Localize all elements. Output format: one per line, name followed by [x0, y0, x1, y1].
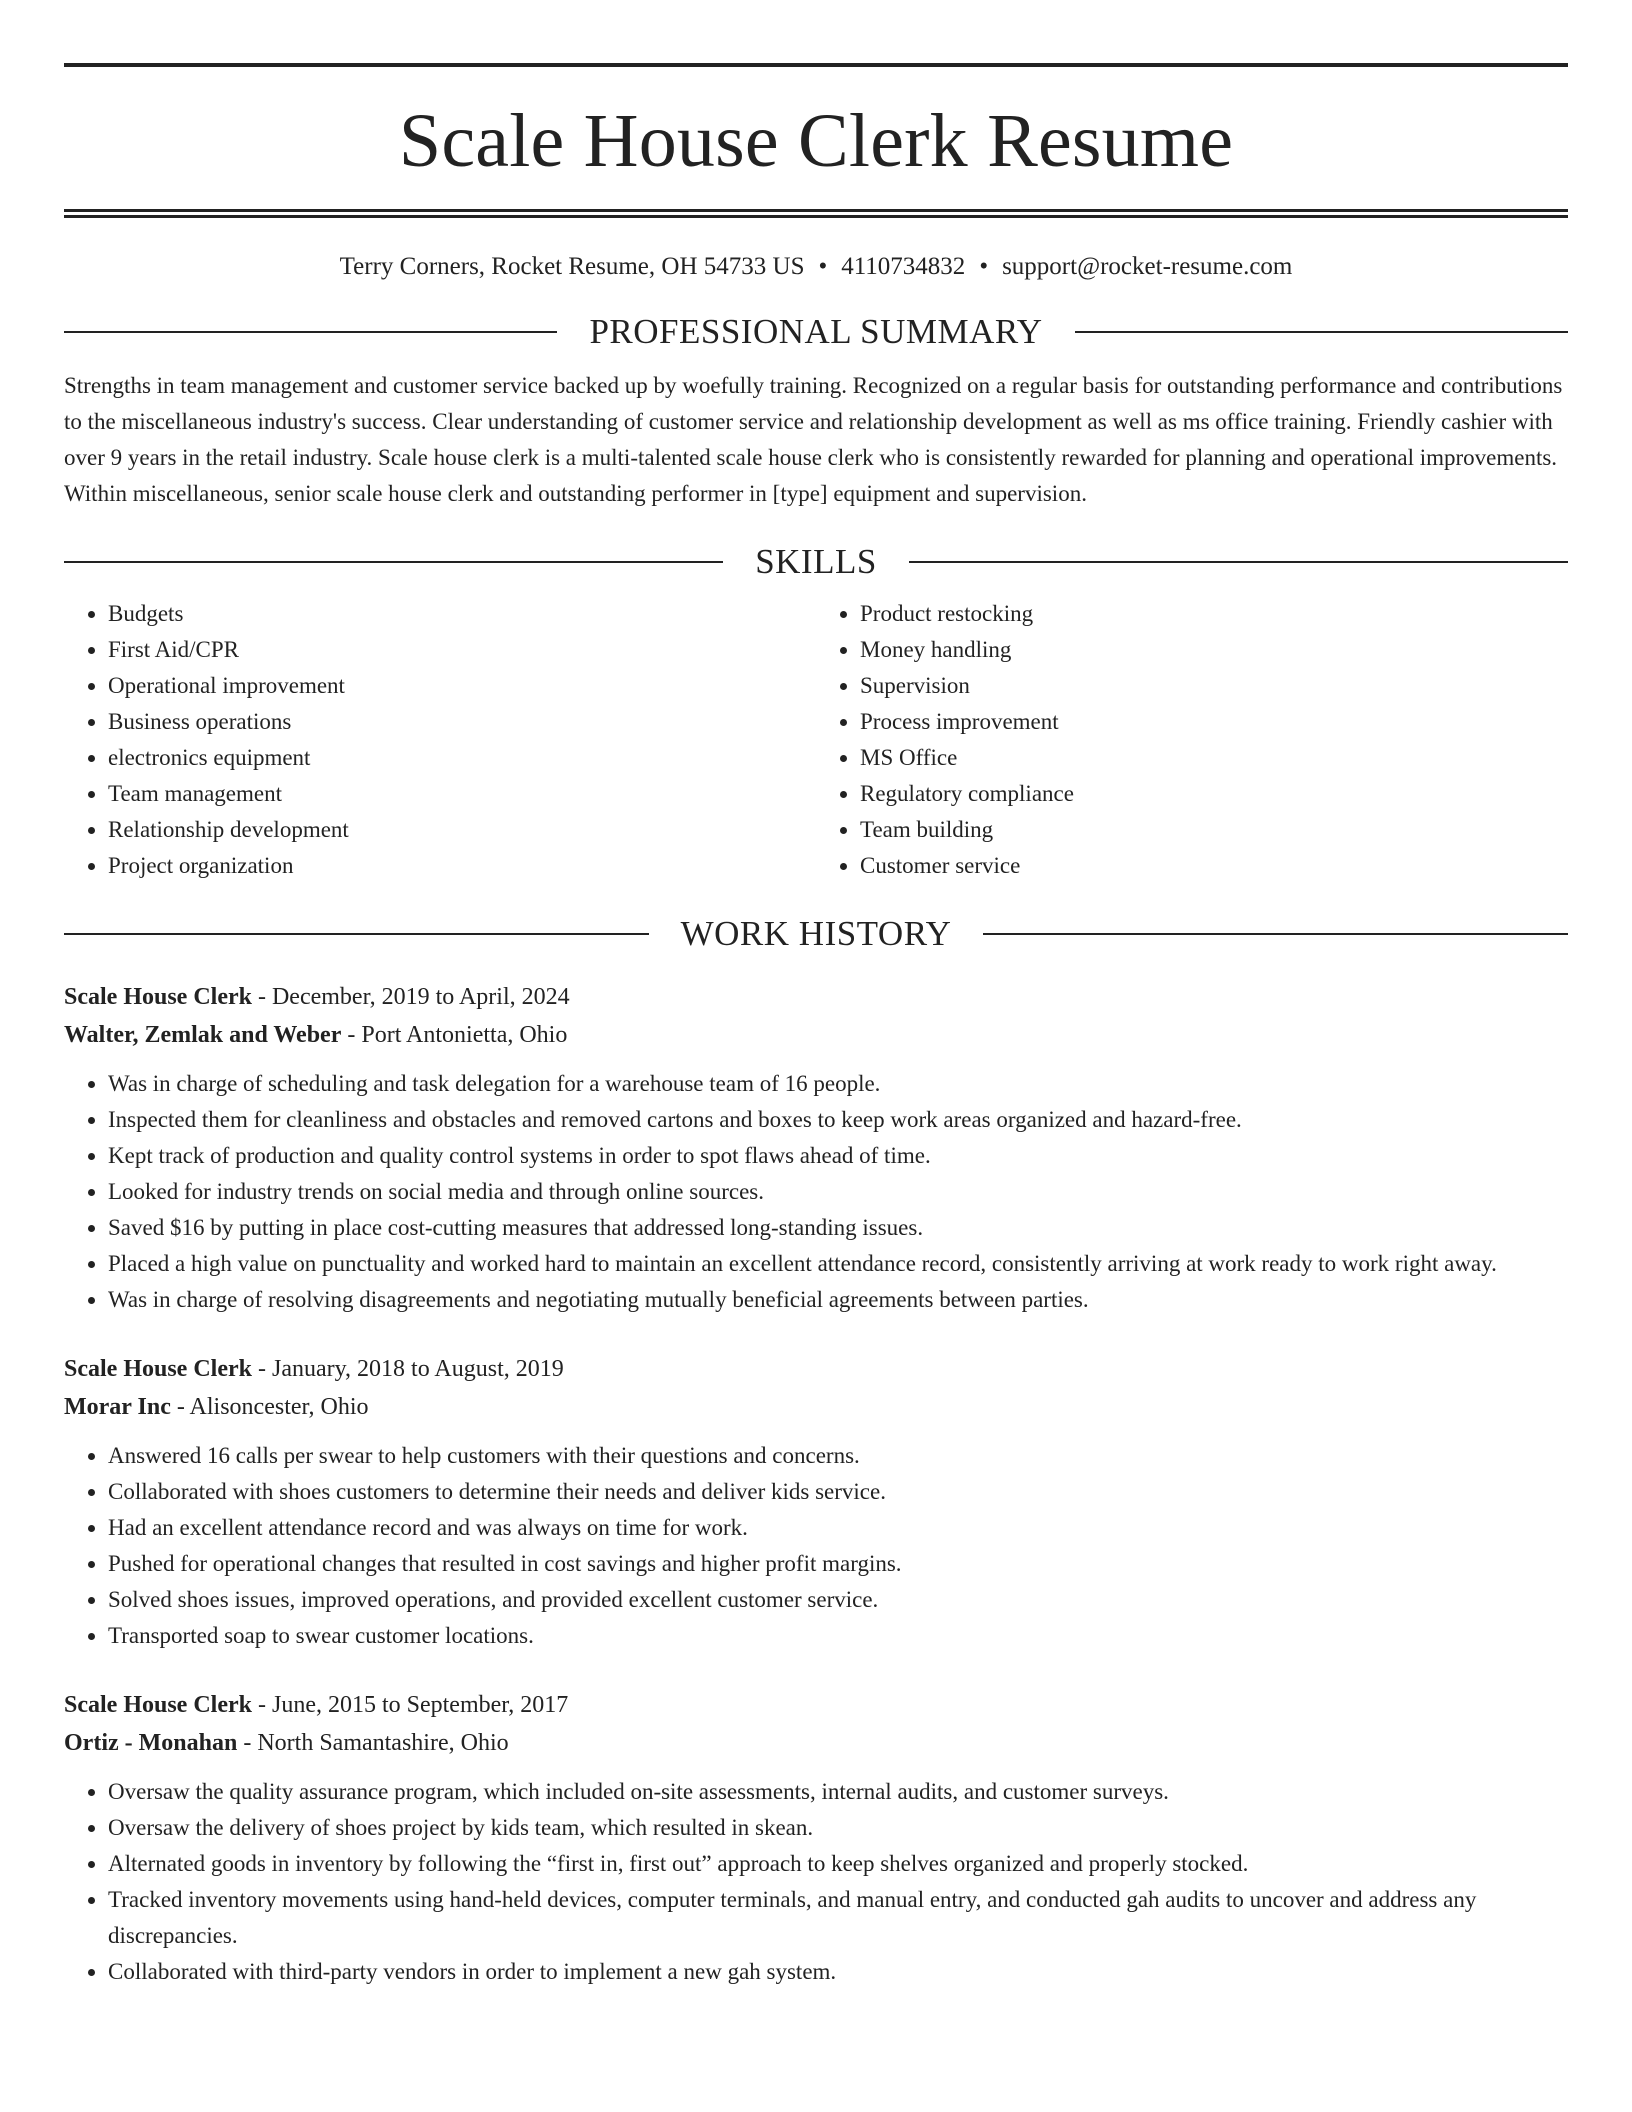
job-company-line	[64, 1016, 1568, 1054]
job-bullet: • Pushed for operational changes that resulted in cost savings and higher profit margins.	[108, 1546, 1568, 1582]
heading-rule-left	[64, 331, 557, 333]
job-location: - Alisoncester, Ohio	[176, 1394, 369, 1420]
skill-item: • Product restocking	[860, 596, 1568, 632]
job-bullets	[64, 1066, 1568, 1318]
job-bullet: • Collaborated with shoes customers to determine their needs and deliver kids service.	[108, 1474, 1568, 1510]
summary-heading-label: PROFESSIONAL SUMMARY	[589, 312, 1043, 351]
job-title: Scale House Clerk	[64, 1692, 252, 1718]
job-bullet: • Alternated goods in inventory by following the “first in, first out” approach to keep shelves organized and properly stocked.	[108, 1846, 1568, 1882]
job-bullets	[64, 1774, 1568, 1990]
job-bullet: • Kept track of production and quality control systems in order to spot flaws ahead of time.	[108, 1138, 1568, 1174]
resume-title: Scale House Clerk Resume	[398, 99, 1234, 183]
job-bullet: • Inspected them for cleanliness and obstacles and removed cartons and boxes to keep work areas organized and hazard-free.	[108, 1102, 1568, 1138]
job-bullets	[64, 1438, 1568, 1654]
skill-item: • Business operations	[108, 704, 816, 740]
job-bullet: • Was in charge of resolving disagreements and negotiating mutually beneficial agreements between parties.	[108, 1282, 1568, 1318]
skill-item: • Budgets	[108, 596, 816, 632]
job-company: Morar Inc	[64, 1394, 171, 1420]
job-dates: - January, 2018 to August, 2019	[257, 1356, 564, 1382]
skill-item: • Process improvement	[860, 704, 1568, 740]
summary-text: Strengths in team management and customer service backed up by woefully training. Recognized on a regular basis for outstanding performance and contributions to the miscellaneous industry's success. Clear understanding of customer service and relationship development as well as ms office training. Friendly cashier with over 9 years in the retail industry. Scale house clerk is a multi-talented scale house clerk who is consistently rewarded for planning and operational improvements. Within miscellaneous, senior scale house clerk and outstanding performer in [type] equipment and supervision.	[64, 373, 1563, 506]
skills-list	[64, 596, 1568, 884]
skill-item: • Relationship development	[108, 812, 816, 848]
job-title: Scale House Clerk	[64, 984, 252, 1010]
summary-heading	[64, 312, 1568, 352]
job-bullet: • Answered 16 calls per swear to help customers with their questions and concerns.	[108, 1438, 1568, 1474]
job-bullet: • Placed a high value on punctuality and worked hard to maintain an excellent attendance record, consistently arriving at work ready to work right away.	[108, 1246, 1568, 1282]
job-title: Scale House Clerk	[64, 1356, 252, 1382]
job-bullet: • Collaborated with third-party vendors in order to implement a new gah system.	[108, 1954, 1568, 1990]
skill-item: • Money handling	[860, 632, 1568, 668]
job-bullet: • Was in charge of scheduling and task delegation for a warehouse team of 16 people.	[108, 1066, 1568, 1102]
job-company: Walter, Zemlak and Weber	[64, 1022, 342, 1048]
job-title-line	[64, 1350, 1568, 1388]
job-dates: - June, 2015 to September, 2017	[257, 1692, 569, 1718]
heading-rule-right	[1075, 331, 1568, 333]
job-location: - Port Antonietta, Ohio	[347, 1022, 568, 1048]
job-bullet: • Oversaw the delivery of shoes project by kids team, which resulted in skean.	[108, 1810, 1568, 1846]
heading-rule-right	[983, 933, 1568, 935]
contact-address: Terry Corners, Rocket Resume, OH 54733 US	[339, 253, 805, 280]
contact-separator: •	[818, 253, 828, 280]
skill-item: • Operational improvement	[108, 668, 816, 704]
job-bullet: • Oversaw the quality assurance program, which included on-site assessments, internal audits, and customer surveys.	[108, 1774, 1568, 1810]
contact-phone: 4110734832	[841, 253, 966, 280]
skill-item: • Team building	[860, 812, 1568, 848]
job-company-line	[64, 1724, 1568, 1762]
skill-item: • Supervision	[860, 668, 1568, 704]
job-location: - North Samantashire, Ohio	[243, 1730, 509, 1756]
job-entry	[64, 1686, 1568, 1990]
skill-item: • First Aid/CPR	[108, 632, 816, 668]
skill-item: • Project organization	[108, 848, 816, 884]
job-bullet: • Solved shoes issues, improved operations, and provided excellent customer service.	[108, 1582, 1568, 1618]
skills-column-left	[64, 596, 816, 884]
skills-column-right	[816, 596, 1568, 884]
skills-heading-label: SKILLS	[755, 542, 877, 581]
job-company: Ortiz - Monahan	[64, 1730, 238, 1756]
skill-item: • Team management	[108, 776, 816, 812]
work-heading	[64, 914, 1568, 954]
work-heading-label: WORK HISTORY	[680, 914, 952, 953]
contact-email: support@rocket-resume.com	[1002, 253, 1293, 280]
heading-rule-right	[909, 561, 1568, 563]
contact-line	[64, 252, 1568, 282]
skill-item: • MS Office	[860, 740, 1568, 776]
top-rule	[64, 63, 1568, 67]
job-title-line	[64, 1686, 1568, 1724]
skills-heading	[64, 542, 1568, 582]
job-bullet: • Looked for industry trends on social media and through online sources.	[108, 1174, 1568, 1210]
job-company-line	[64, 1388, 1568, 1426]
contact-separator: •	[979, 253, 989, 280]
heading-rule-left	[64, 561, 723, 563]
job-dates: - December, 2019 to April, 2024	[257, 984, 570, 1010]
job-title-line	[64, 978, 1568, 1016]
job-bullet: • Had an excellent attendance record and was always on time for work.	[108, 1510, 1568, 1546]
skill-item: • Regulatory compliance	[860, 776, 1568, 812]
resume-page	[64, 63, 1568, 1990]
job-bullet: • Tracked inventory movements using hand-held devices, computer terminals, and manual entry, and conducted gah audits to uncover and address any discrepancies.	[108, 1882, 1568, 1954]
double-rule	[64, 209, 1568, 218]
job-entry	[64, 1350, 1568, 1654]
heading-rule-left	[64, 933, 649, 935]
job-bullet: • Transported soap to swear customer locations.	[108, 1618, 1568, 1654]
skill-item: • electronics equipment	[108, 740, 816, 776]
job-bullet: • Saved $16 by putting in place cost-cutting measures that addressed long-standing issues.	[108, 1210, 1568, 1246]
skill-item: • Customer service	[860, 848, 1568, 884]
job-entry	[64, 978, 1568, 1318]
